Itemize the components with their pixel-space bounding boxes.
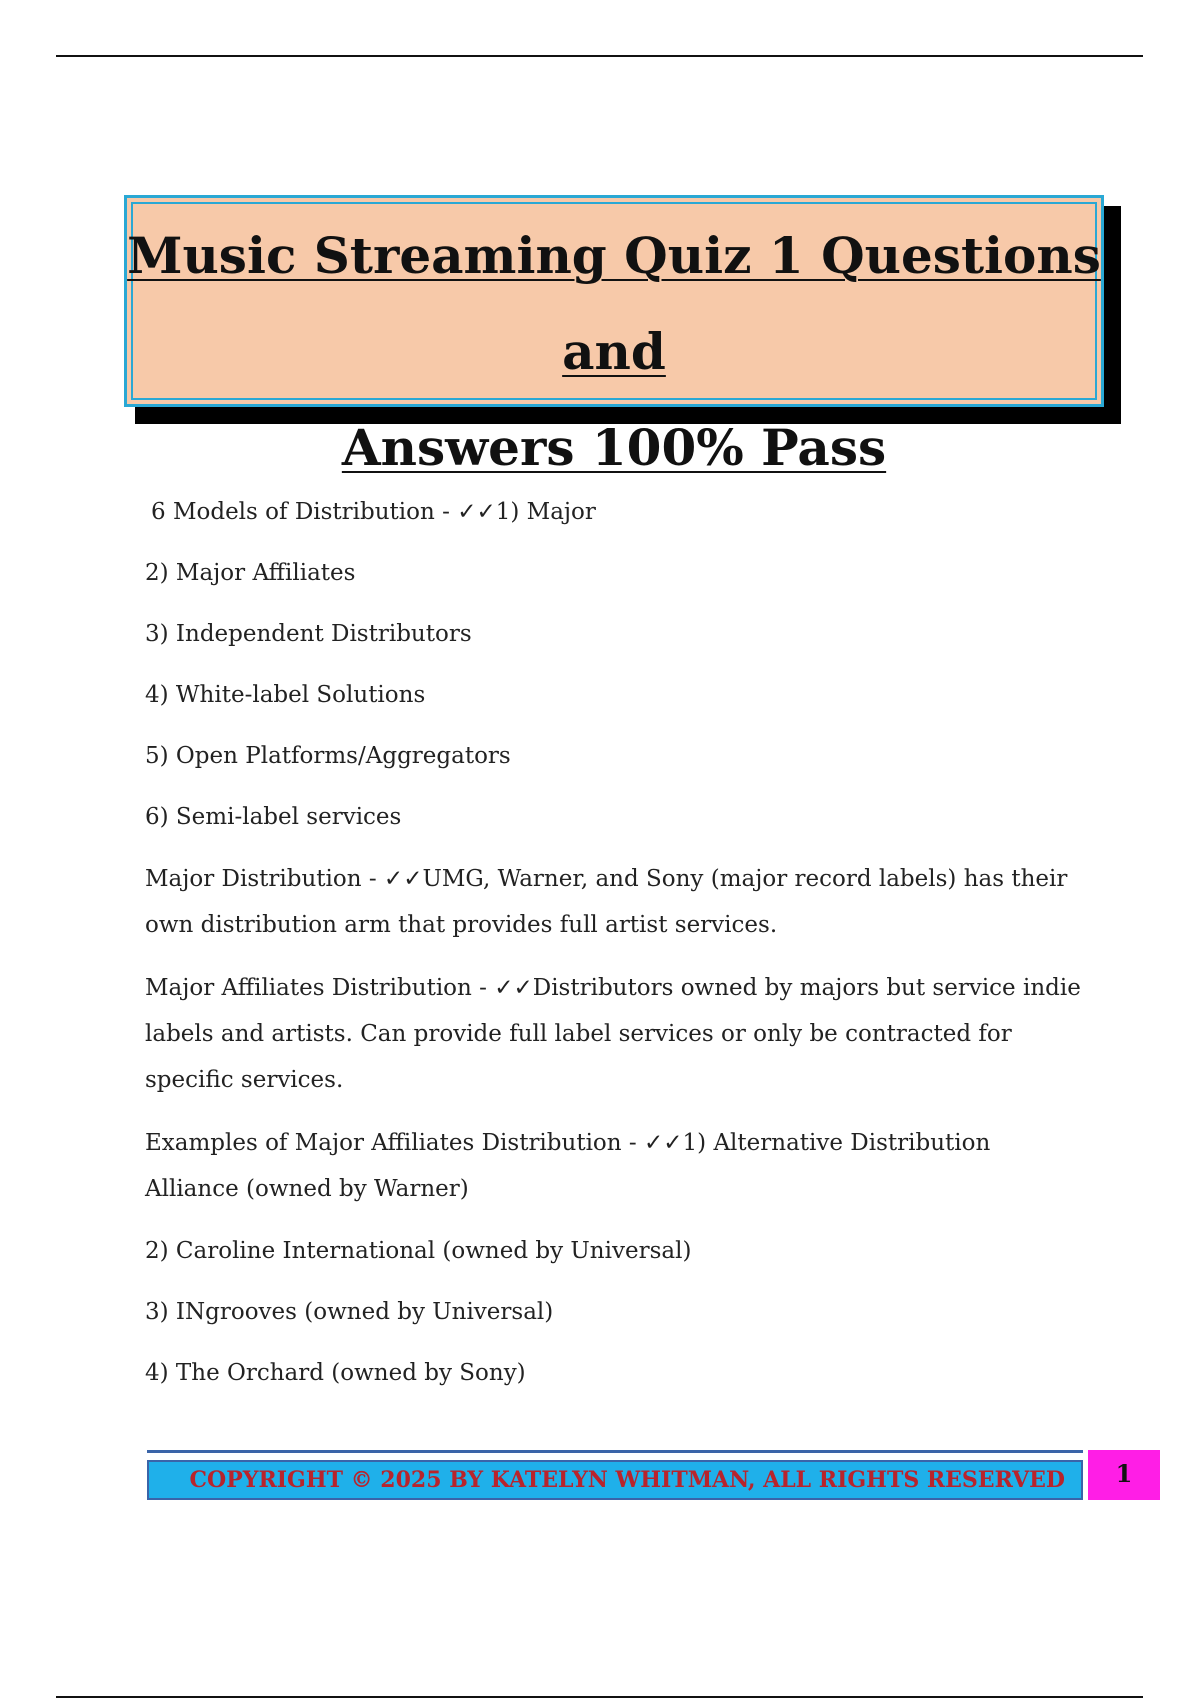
page-number: 1 [1088, 1450, 1160, 1500]
title-line-2: Answers 100% Pass [341, 418, 887, 477]
document-body [145, 490, 1085, 1412]
bottom-rule [56, 1696, 1143, 1698]
list-item: 5) Open Platforms/Aggregators [145, 743, 511, 769]
list-item: 4) White-label Solutions [145, 682, 426, 708]
title-line-1: Music Streaming Quiz 1 Questions and [127, 226, 1101, 381]
list-item: 4) The Orchard (owned by Sony) [145, 1360, 526, 1386]
list-item: 6) Semi-label services [145, 804, 402, 830]
list-item: 2) Caroline International (owned by Universal) [145, 1238, 692, 1264]
footer-rule [147, 1450, 1083, 1453]
copyright-bar [147, 1460, 1083, 1500]
qa-paragraph: Examples of Major Affiliates Distribution - ✓✓1) Alternative Distribution Alliance (owned by Warner) [145, 1130, 991, 1202]
list-item: 6 Models of Distribution - ✓✓1) Major [151, 499, 596, 525]
list-item: 2) Major Affiliates [145, 560, 356, 586]
title-box [124, 195, 1104, 477]
qa-paragraph: Major Distribution - ✓✓UMG, Warner, and Sony (major record labels) has their own distribution arm that provides full artist services. [145, 866, 1068, 938]
copyright-text: COPYRIGHT © 2025 BY KATELYN WHITMAN, ALL RIGHTS RESERVED [189, 1467, 1065, 1493]
list-item: 3) Independent Distributors [145, 621, 472, 647]
list-item: 3) INgrooves (owned by Universal) [145, 1299, 554, 1325]
qa-paragraph: Major Affiliates Distribution - ✓✓Distributors owned by majors but service indie labels and artists. Can provide full label services or only be contracted for specific services. [145, 975, 1081, 1093]
document-title [127, 208, 1101, 496]
top-rule [56, 55, 1143, 57]
